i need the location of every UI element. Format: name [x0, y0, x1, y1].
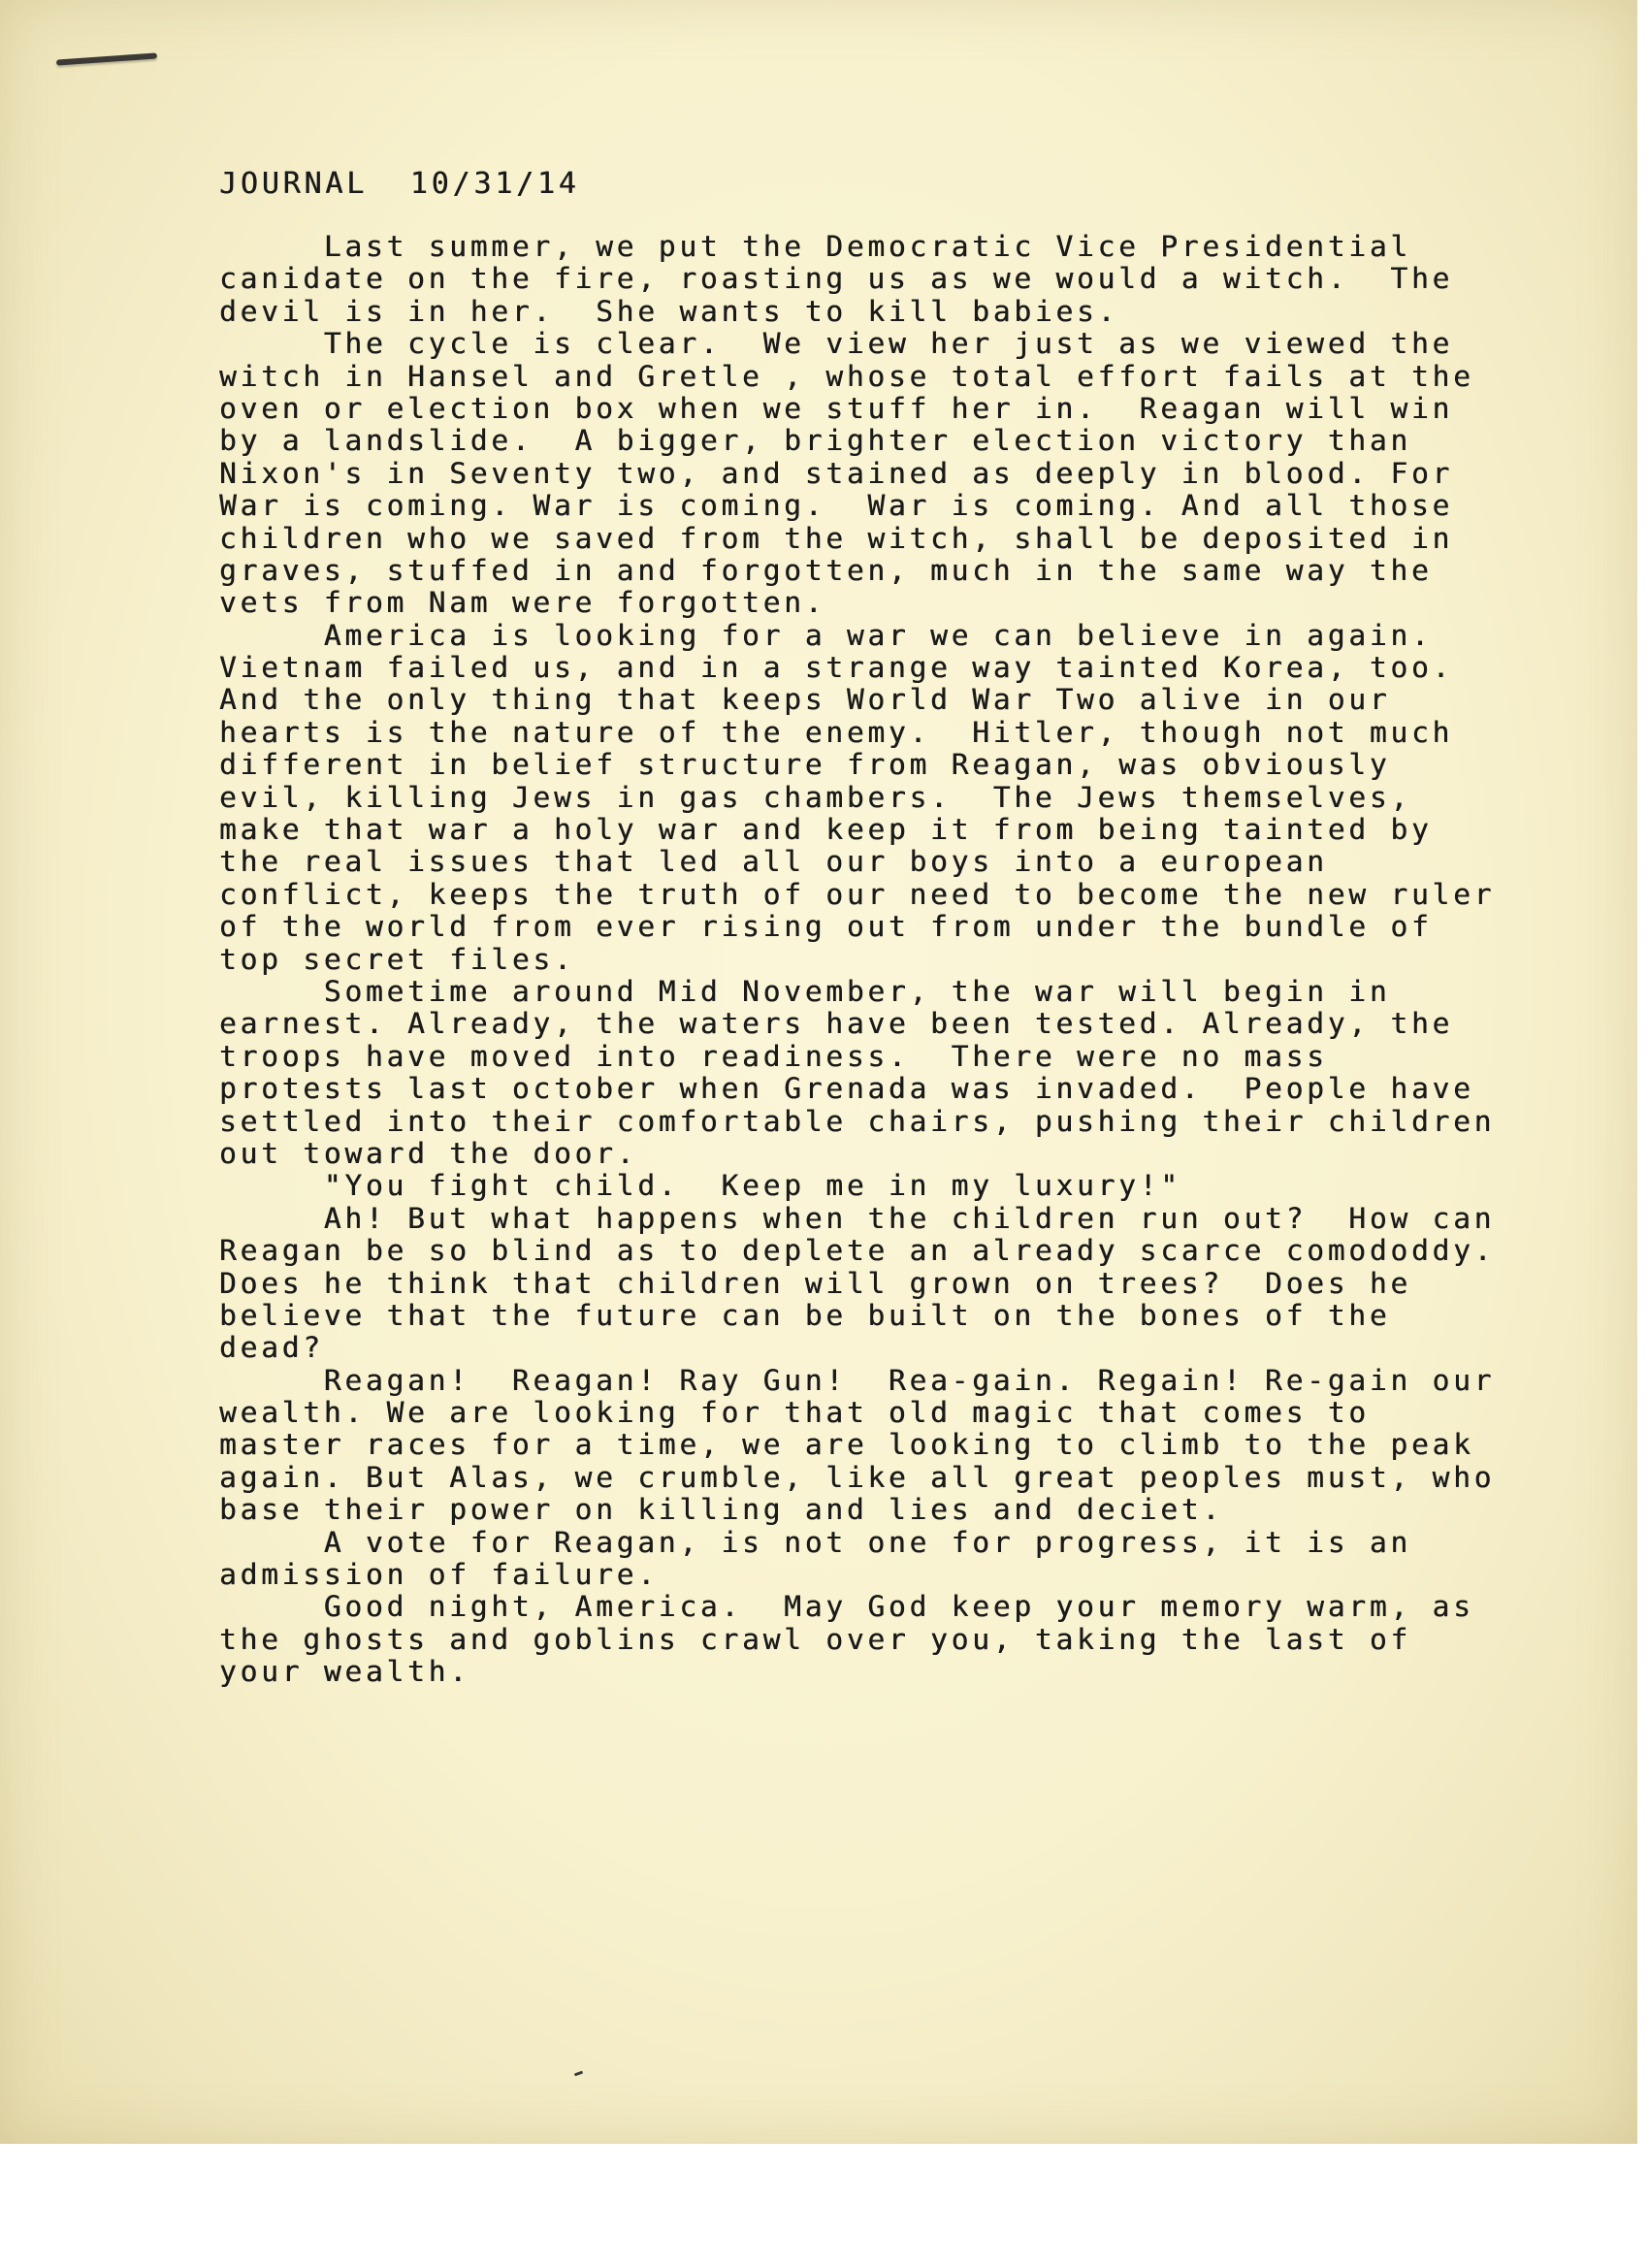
body-line: oven or election box when we stuff her in. Reagan will win — [219, 391, 1454, 425]
body-line: believe that the future can be built on the bones of the — [219, 1298, 1391, 1332]
body-line: make that war a holy war and keep it from being tainted by — [219, 813, 1433, 847]
body-line: of the world from ever rising out from under the bundle of — [219, 910, 1433, 944]
body-line: top secret files. — [219, 942, 575, 976]
body-line: vets from Nam were forgotten. — [219, 586, 826, 620]
body-line: Sometime around Mid November, the war will begin in — [219, 974, 1391, 1008]
body-line: The cycle is clear. We view her just as we viewed the — [219, 327, 1454, 361]
body-line: protests last october when Grenada was invaded. People have — [219, 1072, 1474, 1106]
body-line: Ah! But what happens when the children run out? How can — [219, 1201, 1496, 1235]
staple-mark — [56, 52, 157, 65]
body-line: Good night, America. May God keep your memory warm, as — [219, 1590, 1474, 1624]
body-line: children who we saved from the witch, shall be deposited in — [219, 521, 1454, 555]
body-line: devil is in her. She wants to kill babies. — [219, 294, 1119, 328]
body-line: dead? — [219, 1331, 324, 1365]
body-line: America is looking for a war we can believe in again. — [219, 618, 1433, 652]
body-line: And the only thing that keeps World War Two alive in our — [219, 683, 1391, 717]
body-line: different in belief structure from Reagan, was obviously — [219, 748, 1391, 782]
body-line: "You fight child. Keep me in my luxury!" — [219, 1169, 1181, 1203]
body-line: by a landslide. A bigger, brighter election victory than — [219, 424, 1411, 458]
body-line: master races for a time, we are looking to climb to the peak — [219, 1428, 1474, 1462]
body-line: earnest. Already, the waters have been tested. Already, the — [219, 1007, 1454, 1041]
body-line: conflict, keeps the truth of our need to become the new ruler — [219, 877, 1496, 911]
body-line: again. But Alas, we crumble, like all great peoples must, who — [219, 1460, 1496, 1494]
body-line: the real issues that led all our boys into a european — [219, 845, 1328, 879]
body-line: Does he think that children will grown on trees? Does he — [219, 1266, 1411, 1300]
body-line: Reagan! Reagan! Ray Gun! Rea-gain. Regain! Re-gain our — [219, 1363, 1496, 1397]
body-line: graves, stuffed in and forgotten, much in the same way the — [219, 553, 1433, 587]
journal-header: JOURNAL 10/31/14 — [219, 167, 580, 201]
body-line: canidate on the fire, roasting us as we would a witch. The — [219, 262, 1454, 296]
body-line: the ghosts and goblins crawl over you, taking the last of — [219, 1622, 1411, 1656]
body-line: troops have moved into readiness. There were no mass — [219, 1039, 1328, 1073]
ink-speck — [574, 2071, 583, 2077]
body-line: your wealth. — [219, 1655, 470, 1689]
body-line: evil, killing Jews in gas chambers. The Jews themselves, — [219, 780, 1411, 814]
body-line: settled into their comfortable chairs, pushing their children — [219, 1104, 1496, 1138]
body-line: Nixon's in Seventy two, and stained as deeply in blood. For — [219, 456, 1454, 490]
body-line: War is coming. War is coming. War is coming. And all those — [219, 489, 1454, 523]
body-line: hearts is the nature of the enemy. Hitler, though not much — [219, 715, 1454, 749]
journal-body — [219, 230, 1496, 1689]
body-line: Last summer, we put the Democratic Vice Presidential — [219, 230, 1411, 263]
body-line: witch in Hansel and Gretle , whose total effort fails at the — [219, 359, 1474, 393]
body-line: Vietnam failed us, and in a strange way tainted Korea, too. — [219, 651, 1454, 685]
body-line: wealth. We are looking for that old magic that comes to — [219, 1396, 1370, 1430]
body-line: A vote for Reagan, is not one for progress, it is an — [219, 1525, 1411, 1559]
body-line: base their power on killing and lies and deciet. — [219, 1493, 1223, 1527]
body-line: admission of failure. — [219, 1558, 659, 1592]
body-line: Reagan be so blind as to deplete an already scarce comododdy. — [219, 1234, 1496, 1268]
body-line: out toward the door. — [219, 1136, 638, 1170]
